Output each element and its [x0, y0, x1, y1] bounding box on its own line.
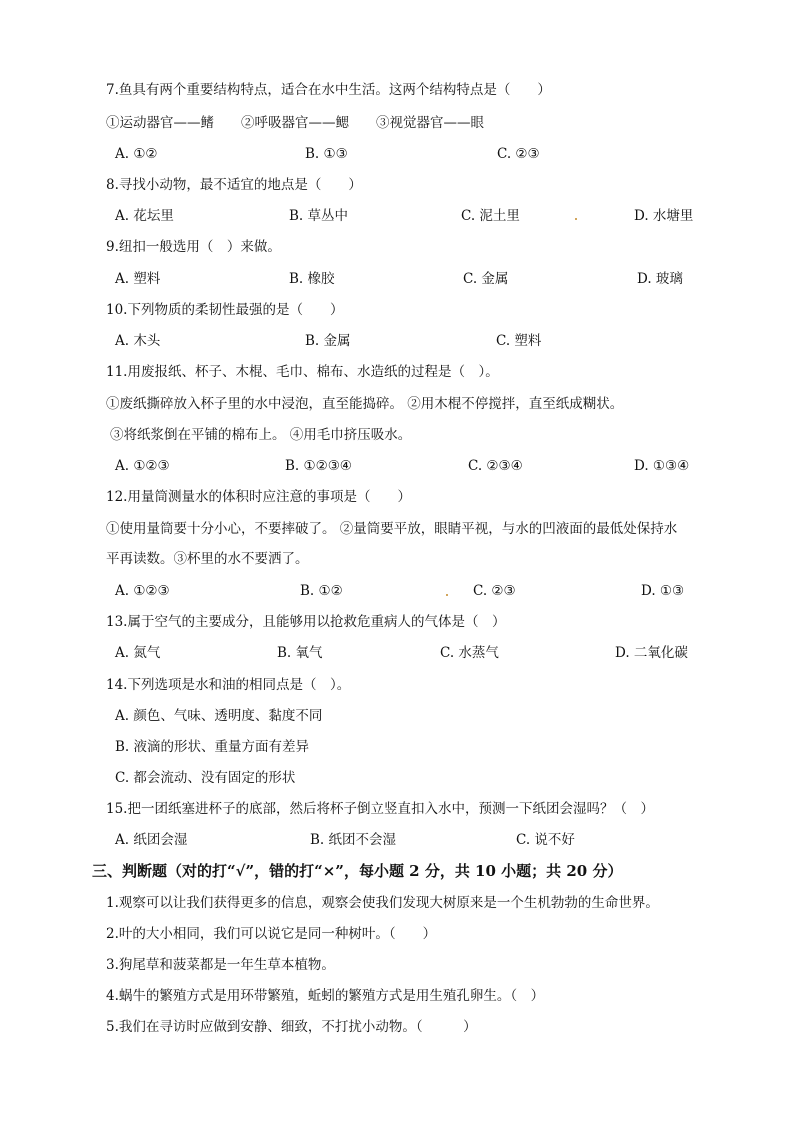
question-7-option-c: C. ②③ [497, 146, 540, 162]
question-12-option-a: A. ①②③ [115, 583, 170, 599]
question-7-option-a: A. ①② [115, 146, 158, 162]
question-9-option-b: B. 橡胶 [289, 271, 335, 287]
question-10-stem: 10.下列物质的柔韧性最强的是（ ） [106, 302, 344, 318]
judgment-item-3: 3.狗尾草和菠菜都是一年生草本植物。 [106, 957, 335, 973]
question-12-option-b: B. ①② [300, 583, 343, 599]
judgment-item-5: 5.我们在寻访时应做到安静、细致，不打扰小动物。（ ） [106, 1019, 477, 1035]
question-12-description-2: 平再读数。③杯里的水不要洒了。 [106, 551, 309, 567]
judgment-item-4: 4.蜗牛的繁殖方式是用环带繁殖，蚯蚓的繁殖方式是用生殖孔卵生。（ ） [106, 988, 545, 1004]
question-11-stem: 11.用废报纸、杯子、木棍、毛巾、棉布、水造纸的过程是（ ）。 [106, 364, 499, 380]
question-9-option-c: C. 金属 [463, 271, 509, 287]
question-11-option-d: D. ①③④ [634, 458, 690, 474]
question-15-stem: 15.把一团纸塞进杯子的底部，然后将杯子倒立竖直扣入水中，预测一下纸团会湿吗？（ ） [106, 801, 654, 817]
section-3-heading: 三、判断题（对的打“√”，错的打“×”，每小题 2 分，共 10 小题；共 20 分） [92, 862, 623, 880]
question-13-option-d: D. 二氧化碳 [615, 645, 688, 661]
question-8-option-b: B. 草丛中 [289, 208, 349, 224]
question-8-option-c: C. 泥土里 [461, 208, 520, 224]
question-10-option-c: C. 塑料 [496, 333, 542, 349]
question-7-description: ①运动器官——鳍 ②呼吸器官——鳃 ③视觉器官——眼 [106, 115, 484, 131]
question-11-option-c: C. ②③④ [468, 458, 523, 474]
question-13-stem: 13.属于空气的主要成分，且能够用以抢救危重病人的气体是（ ） [106, 614, 506, 630]
question-8-option-d: D. 水塘里 [634, 208, 694, 224]
question-14-stem: 14.下列选项是水和油的相同点是（ ）。 [106, 677, 351, 693]
question-10-option-b: B. 金属 [305, 333, 351, 349]
question-7-option-b: B. ①③ [305, 146, 348, 162]
question-13-option-b: B. 氧气 [277, 645, 323, 661]
question-14-option-c: C. 都会流动、没有固定的形状 [115, 770, 296, 786]
question-14-option-b: B. 液滴的形状、重量方面有差异 [115, 739, 310, 755]
stray-dot [575, 218, 577, 220]
question-11-option-b: B. ①②③④ [285, 458, 352, 474]
judgment-item-1: 1.观察可以让我们获得更多的信息，观察会使我们发现大树原来是一个生机勃勃的生命世界。 [106, 895, 659, 911]
question-12-stem: 12.用量筒测量水的体积时应注意的事项是（ ） [106, 489, 411, 505]
question-13-option-c: C. 水蒸气 [440, 645, 499, 661]
question-14-option-a: A. 颜色、气味、透明度、黏度不同 [115, 708, 323, 724]
question-15-option-b: B. 纸团不会湿 [310, 832, 397, 848]
stray-dot [446, 594, 448, 596]
question-11-description-2: ③将纸浆倒在平铺的棉布上。 ④用毛巾挤压吸水。 [110, 427, 412, 443]
question-9-option-a: A. 塑料 [115, 271, 161, 287]
question-11-option-a: A. ①②③ [115, 458, 170, 474]
judgment-item-2: 2.叶的大小相同，我们可以说它是同一种树叶。（ ） [106, 926, 437, 942]
question-12-option-c: C. ②③ [473, 583, 516, 599]
question-7-stem: 7.鱼具有两个重要结构特点，适合在水中生活。这两个结构特点是（ ） [106, 82, 551, 98]
question-8-option-a: A. 花坛里 [115, 208, 174, 224]
question-11-description-1: ①废纸撕碎放入杯子里的水中浸泡，直至能捣碎。 ②用木棍不停搅拌，直至纸成糊状。 [106, 396, 624, 412]
question-10-option-a: A. 木头 [115, 333, 161, 349]
question-12-option-d: D. ①③ [641, 583, 685, 599]
question-15-option-c: C. 说不好 [516, 832, 575, 848]
question-13-option-a: A. 氮气 [115, 645, 161, 661]
question-15-option-a: A. 纸团会湿 [115, 832, 188, 848]
question-12-description-1: ①使用量筒要十分小心，不要摔破了。 ②量筒要平放，眼睛平视，与水的凹液面的最低处保持水 [106, 521, 678, 537]
question-9-option-d: D. 玻璃 [637, 271, 683, 287]
question-8-stem: 8.寻找小动物，最不适宜的地点是（ ） [106, 177, 362, 193]
question-9-stem: 9.纽扣一般选用（ ）来做。 [106, 239, 281, 255]
